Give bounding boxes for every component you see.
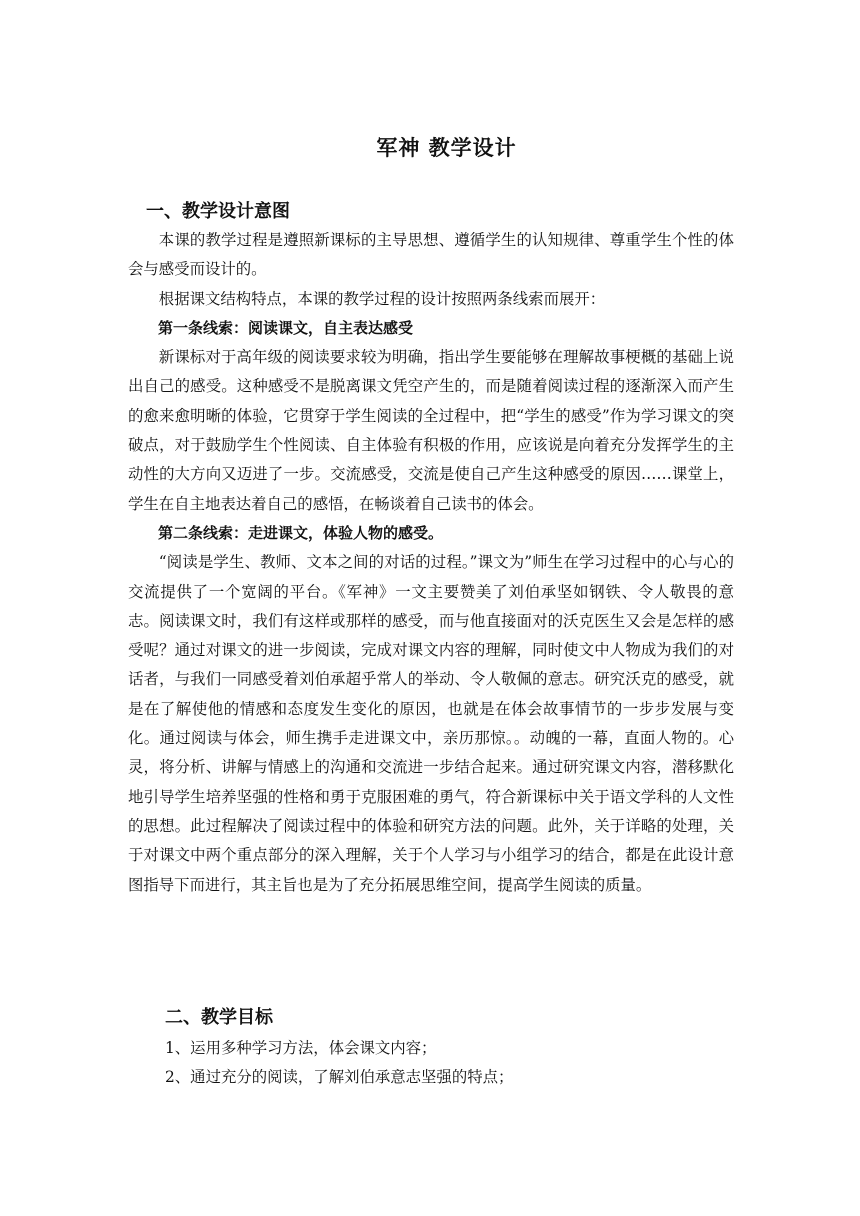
list-item: 2、通过充分的阅读，了解刘伯承意志坚强的特点；: [165, 1068, 514, 1087]
paragraph-clues-intro: 根据课文结构特点，本课的教学过程的设计按照两条线索而展开：: [158, 289, 606, 308]
section-heading-teaching-goals: 二、教学目标: [165, 1007, 273, 1028]
list-item: 1、运用多种学习方法，体会课文内容；: [165, 1039, 437, 1057]
paragraph-intro: 本课的教学过程是遵照新课标的主导思想、遵循学生的认知规律、尊重学生个性的体会与感受而设计的。: [128, 231, 734, 279]
teaching-goals-list: [165, 1034, 735, 1093]
document-title: 军神 教学设计: [376, 136, 517, 160]
paragraph-clue-1: 新课标对于高年级的阅读要求较为明确，指出学生要能够在理解故事梗概的基础上说出自己的感受。这种感受不是脱离课文凭空产生的，而是随着阅读过程的逐渐深入而产生的愈来愈明晰的体验，它贯穿于学生阅读的全过程中，把“学生的感受”作为学习课文的突破点，对于鼓励学生个性阅读、自主体验有积极的作用，应该说是向着充分发挥学生的主动性的大方向又迈进了一步。交流感受，交流是使自己产生这种感受的原因……课堂上，学生在自主地表达着自己的感悟，在畅谈着自己读书的体会。: [128, 348, 734, 513]
paragraph-clue-2: “阅读是学生、教师、文本之间的对话的过程。”课文为”师生在学习过程中的心与心的交流提供了一个宽阔的平台。《军神》一文主要赞美了刘伯承坚如钢铁、令人敬畏的意志。阅读课文时，我们有这样或那样的感受，而与他直接面对的沃克医生又会是怎样的感受呢？通过对课文的进一步阅读，完成对课文内容的理解，同时使文中人物成为我们的对话者，与我们一同感受着刘伯承超乎常人的举动、令人敬佩的意志。研究沃克的感受，就是在了解使他的情感和态度发生变化的原因，也就是在体会故事情节的一步步发展与变化。通过阅读与体会，师生携手走进课文中，亲历那惊。。动魄的一幕，直面人物的。心灵，将分析、讲解与情感上的沟通和交流进一步结合起来。通过研究课文内容，潜移默化地引导学生培养坚强的性格和勇于克服困难的勇气，符合新课标中关于语文学科的人文性的思想。此过程解决了阅读过程中的体验和研究方法的问题。此外，关于详略的处理，关于对课文中两个重点部分的深入理解，关于个人学习与小组学习的结合，都是在此设计意图指导下而进行，其主旨也是为了充分拓展思维空间，提高学生阅读的质量。: [128, 553, 734, 894]
section-body-design-intent: [128, 226, 734, 900]
subheading-clue-1: 第一条线索：阅读课文，自主表达感受: [158, 318, 414, 337]
section-heading-design-intent: 一、教学设计意图: [146, 201, 290, 222]
subheading-clue-2: 第二条线索：走进课文，体验人物的感受。: [158, 523, 444, 542]
